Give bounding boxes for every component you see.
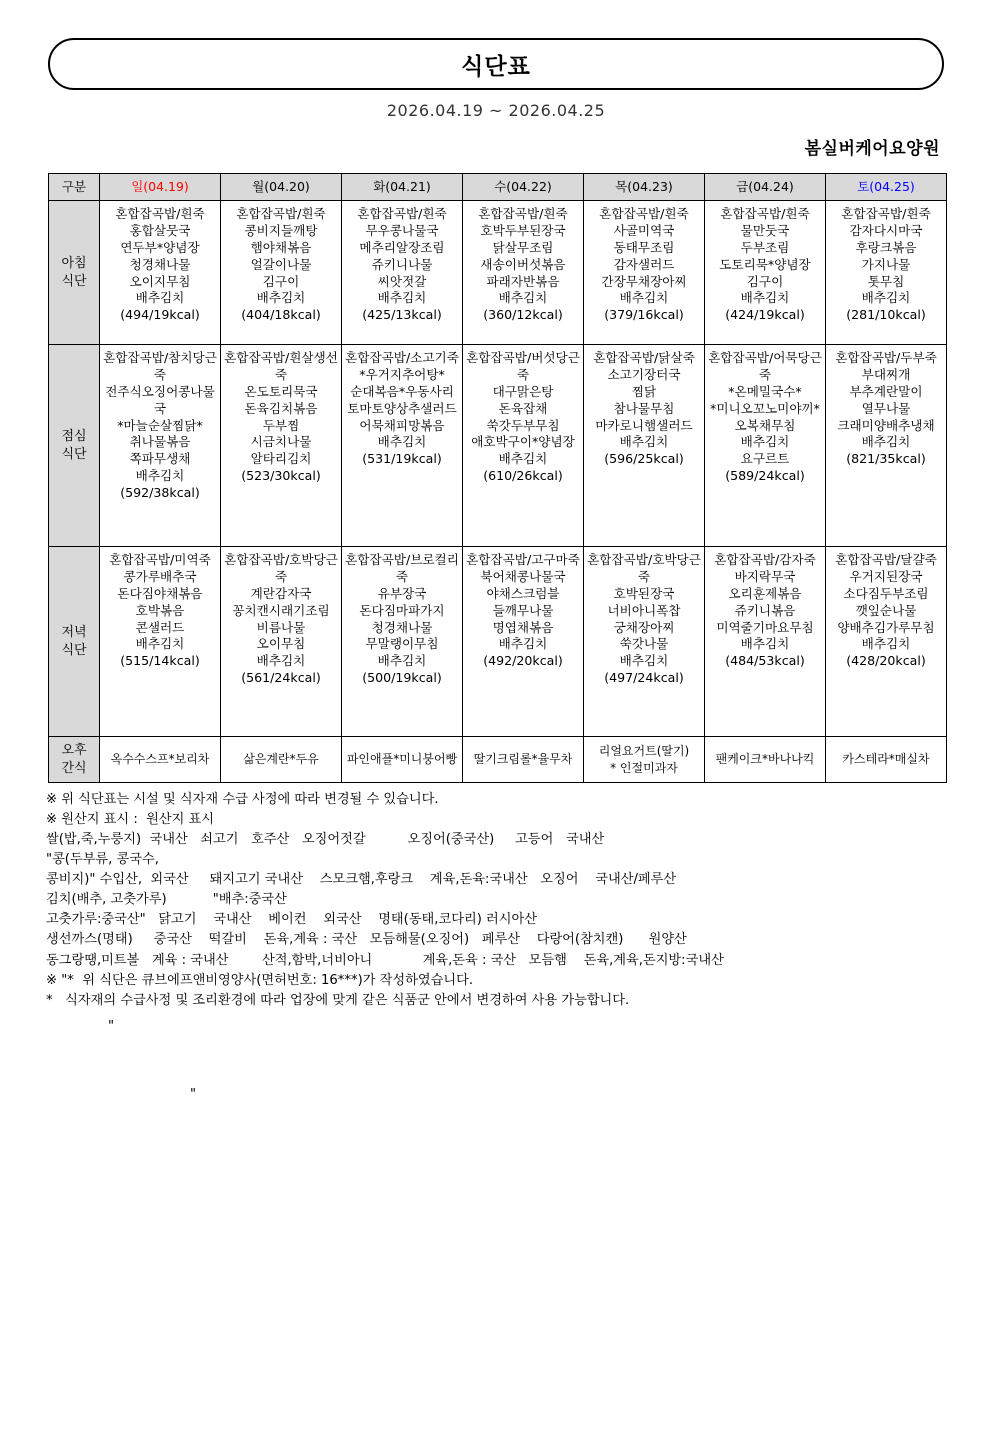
row-label-snack: 오후 간식 — [49, 737, 100, 783]
page-title: 식단표 — [461, 53, 531, 80]
menu-item: 배추김치 — [377, 434, 427, 450]
menu-cell-snack-0 — [100, 737, 221, 783]
menu-item: 혼합잡곡밥/브로컬리죽 — [345, 552, 459, 584]
menu-item: 혼합잡곡밥/미역죽 — [109, 552, 211, 567]
menu-item: 콘샐러드 — [135, 619, 185, 635]
menu-item: 배추김치 — [619, 653, 669, 669]
menu-item: 요구르트 — [740, 451, 790, 467]
menu-item: 돈육김치볶음 — [244, 400, 318, 416]
menu-item: 청경채나물 — [129, 256, 191, 272]
menu-item: (360/12kcal) — [483, 307, 563, 323]
day-header-2: 화(04.21) — [342, 174, 463, 201]
day-header-1: 월(04.20) — [221, 174, 342, 201]
menu-item: *우거지추어탕* — [359, 366, 445, 382]
menu-item: (589/24kcal) — [725, 468, 805, 484]
menu-item: 혼합잡곡밥/참치당근죽 — [103, 350, 217, 382]
menu-item: 혼합잡곡밥/고구마죽 — [466, 552, 580, 567]
menu-item: 양배추김가루무침 — [837, 619, 935, 635]
menu-item: 미역줄기마요무침 — [716, 619, 814, 635]
menu-item: 배추김치 — [498, 290, 548, 306]
stray-quote-2: " — [190, 1086, 197, 1102]
menu-item: 애호박구이*양념장 — [471, 434, 575, 450]
note-line-7: 생선까스(명태) 중국산 떡갈비 돈육,계육 : 국산 모듬해물(오징어) 페루산 다랑어(참치캔) 원양산 — [46, 932, 687, 948]
menu-item: 오이지무침 — [129, 273, 191, 289]
menu-item: 오리훈제볶음 — [728, 585, 802, 601]
menu-item: (484/53kcal) — [725, 653, 805, 669]
menu-item: 부대찌개 — [861, 366, 911, 382]
menu-item: *미니오꼬노미야끼* — [710, 400, 820, 416]
day-header-5: 금(04.24) — [705, 174, 826, 201]
menu-cell-breakfast-1 — [221, 201, 342, 345]
note-line-3: "콩(두부류, 콩국수, — [46, 852, 159, 868]
menu-item: 콩가루배추국 — [123, 568, 197, 584]
menu-item: (497/24kcal) — [604, 670, 684, 686]
menu-item: 톳무침 — [867, 273, 905, 289]
menu-item: 쥬키니나물 — [371, 256, 433, 272]
menu-item: 전주식오징어콩나물국 — [105, 383, 215, 416]
menu-cell-breakfast-0 — [100, 201, 221, 345]
menu-item: 배추김치 — [498, 451, 548, 467]
menu-cell-lunch-3 — [463, 345, 584, 547]
menu-item: 깻잎순나물 — [855, 602, 917, 618]
menu-item: (500/19kcal) — [362, 670, 442, 686]
menu-item: 우거지된장국 — [849, 568, 923, 584]
menu-cell-snack-3 — [463, 737, 584, 783]
menu-item: 계란감자국 — [250, 585, 312, 601]
menu-item: 배추김치 — [740, 636, 790, 652]
menu-item: 카스테라*매실차 — [842, 752, 930, 767]
row-label-dinner: 저녁 식단 — [49, 547, 100, 737]
menu-cell-lunch-1 — [221, 345, 342, 547]
menu-item: 배추김치 — [861, 636, 911, 652]
day-header-4: 목(04.23) — [584, 174, 705, 201]
facility-name: 봄실버케어요양원 — [804, 139, 940, 159]
menu-cell-dinner-2 — [342, 547, 463, 737]
menu-cell-breakfast-4 — [584, 201, 705, 345]
menu-item: 소고기장터국 — [607, 366, 681, 382]
menu-item: 돈육잡채 — [498, 400, 548, 416]
menu-item: 얼갈이나물 — [250, 256, 312, 272]
date-range: 2026.04.19 ~ 2026.04.25 — [386, 101, 606, 120]
menu-item: 꽁치캔시래기조림 — [232, 602, 330, 618]
menu-item: 혼합잡곡밥/닭살죽 — [593, 350, 695, 365]
note-line-10: * 식자재의 수급사정 및 조리환경에 따라 업장에 맞게 같은 식품군 안에서 변경하여 사용 가능합니다. — [46, 992, 630, 1008]
menu-item: (424/19kcal) — [725, 307, 805, 323]
menu-item: 비름나물 — [256, 619, 306, 635]
weekly-menu-table — [48, 173, 947, 783]
menu-item: 바지락무국 — [734, 568, 796, 584]
menu-item: 온도토리묵국 — [244, 383, 318, 399]
table-header-row — [49, 174, 947, 201]
menu-item: 배추김치 — [861, 434, 911, 450]
menu-item: 혼합잡곡밥/호박당근죽 — [224, 552, 338, 584]
menu-item: 혼합잡곡밥/소고기죽 — [345, 350, 459, 365]
menu-item: 배추김치 — [135, 468, 185, 484]
menu-item: 씨앗젓갈 — [377, 273, 427, 289]
menu-cell-dinner-1 — [221, 547, 342, 737]
menu-item: 혼합잡곡밥/달걀죽 — [835, 552, 937, 567]
menu-item: 시금치나물 — [250, 434, 312, 450]
table-body — [49, 201, 947, 783]
menu-item: 김구이 — [746, 273, 784, 289]
menu-item: (531/19kcal) — [362, 451, 442, 467]
menu-item: 호박두부된장국 — [480, 222, 566, 238]
menu-item: 배추김치 — [135, 290, 185, 306]
menu-item: (515/14kcal) — [120, 653, 200, 669]
menu-item: 열무나물 — [861, 400, 911, 416]
menu-cell-lunch-2 — [342, 345, 463, 547]
menu-item: 후랑크볶음 — [855, 239, 917, 255]
menu-item: 북어채콩나물국 — [480, 568, 566, 584]
menu-item: (404/18kcal) — [241, 307, 321, 323]
menu-item: 명엽채볶음 — [492, 619, 554, 635]
menu-item: 호박된장국 — [613, 585, 675, 601]
menu-item: 간장무채장아찌 — [601, 273, 687, 289]
menu-cell-dinner-6 — [826, 547, 947, 737]
menu-item: 두부찜 — [262, 417, 300, 433]
menu-cell-lunch-6 — [826, 345, 947, 547]
menu-item: 무말랭이무침 — [365, 636, 439, 652]
meal-row-dinner — [49, 547, 947, 737]
menu-item: (428/20kcal) — [846, 653, 926, 669]
menu-cell-snack-4 — [584, 737, 705, 783]
menu-item: 혼합잡곡밥/흰죽 — [115, 206, 205, 221]
menu-item: 쑥갓나물 — [619, 636, 669, 652]
note-line-4: 콩비지)" 수입산, 외국산 돼지고기 국내산 스모크햄,후랑크 계육,돈육:국내산 오징어 국내산/페루산 — [46, 872, 677, 888]
menu-item: (379/16kcal) — [604, 307, 684, 323]
menu-item: 혼합잡곡밥/어묵당근죽 — [708, 350, 822, 382]
note-line-8: 동그랑땡,미트볼 계육 : 국내산 산적,함박,너비아니 계육,돈육 : 국산 모듬햄 돈육,계육,돈지방:국내산 — [46, 952, 724, 968]
menu-item: 콩비지들깨탕 — [244, 222, 318, 238]
menu-item: 물만둣국 — [740, 222, 790, 238]
menu-item: 배추김치 — [619, 290, 669, 306]
menu-item: (523/30kcal) — [241, 468, 321, 484]
menu-item: 돈다짐마파가지 — [359, 602, 445, 618]
menu-item: 옥수수스프*보리차 — [110, 752, 210, 767]
menu-item: 찜닭 — [631, 383, 657, 399]
note-line-0: ※ 위 식단표는 시설 및 식자재 수급 사정에 따라 변경될 수 있습니다. — [46, 792, 439, 807]
menu-item: (494/19kcal) — [120, 307, 200, 323]
menu-item: 메추리알장조림 — [359, 239, 445, 255]
note-line-6: 고춧가루:중국산" 닭고기 국내산 베이컨 외국산 명태(동태,코다리) 러시아산 — [46, 912, 538, 928]
menu-item: 유부장국 — [377, 585, 427, 601]
menu-item: 배추김치 — [135, 636, 185, 652]
menu-item: 궁채장아찌 — [613, 619, 675, 635]
menu-item: 배추김치 — [740, 434, 790, 450]
footer-notes — [46, 790, 966, 1011]
menu-item: 혼합잡곡밥/흰죽 — [841, 206, 931, 221]
menu-cell-breakfast-2 — [342, 201, 463, 345]
menu-item: 혼합잡곡밥/호박당근죽 — [587, 552, 701, 584]
menu-item: 어묵채피망볶음 — [359, 417, 445, 433]
menu-cell-snack-1 — [221, 737, 342, 783]
menu-item: * 인절미과자 — [610, 760, 678, 775]
menu-item: (610/26kcal) — [483, 468, 563, 484]
row-label-lunch: 점심 식단 — [49, 345, 100, 547]
menu-item: 사골미역국 — [613, 222, 675, 238]
stray-quote-1: " — [108, 1018, 115, 1034]
menu-item: 딸기크림롤*율무차 — [473, 752, 573, 767]
menu-item: 토마토양상추샐러드 — [347, 400, 457, 416]
note-line-1: ※ 원산지 표시 : 원산지 표시 — [46, 812, 215, 828]
meal-row-snack — [49, 737, 947, 783]
menu-item: 홍합살뭇국 — [129, 222, 191, 238]
menu-item: 두부조림 — [740, 239, 790, 255]
row-label-breakfast: 아침 식단 — [49, 201, 100, 345]
menu-item: (592/38kcal) — [120, 485, 200, 500]
day-header-0: 일(04.19) — [100, 174, 221, 201]
menu-item: 혼합잡곡밥/흰죽 — [357, 206, 447, 221]
note-line-2: 쌀(밥,죽,누룽지) 국내산 쇠고기 호주산 오징어젓갈 오징어(중국산) 고등어 국내산 — [46, 832, 605, 848]
menu-item: 혼합잡곡밥/흰살생선죽 — [224, 350, 338, 382]
menu-item: 쥬키니볶음 — [734, 602, 796, 618]
menu-item: 순대복음*우동사리 — [350, 383, 454, 399]
menu-item: 쑥갓두부무침 — [486, 417, 560, 433]
menu-item: 새송이버섯볶음 — [480, 256, 566, 272]
menu-item: 리얼요거트(딸기) — [598, 744, 690, 759]
menu-item: 혼합잡곡밥/흰죽 — [599, 206, 689, 221]
menu-item: 연두부*양념장 — [120, 239, 200, 255]
menu-item: 닭살무조림 — [492, 239, 554, 255]
menu-item: 혼합잡곡밥/버섯당근죽 — [466, 350, 580, 382]
menu-item: 취나물볶음 — [129, 434, 191, 450]
menu-item: 청경채나물 — [371, 619, 433, 635]
menu-cell-breakfast-6 — [826, 201, 947, 345]
corner-label: 구분 — [49, 174, 100, 201]
menu-item: 너비아니폭찹 — [607, 602, 681, 618]
menu-item: 들깨무나물 — [492, 602, 554, 618]
meal-row-lunch — [49, 345, 947, 547]
menu-item: 파인애플*미니붕어빵 — [346, 752, 458, 767]
menu-cell-snack-6 — [826, 737, 947, 783]
menu-item: 마카로니햄샐러드 — [595, 417, 693, 433]
day-header-6: 토(04.25) — [826, 174, 947, 201]
menu-item: 배추김치 — [740, 290, 790, 306]
menu-cell-lunch-5 — [705, 345, 826, 547]
menu-cell-dinner-3 — [463, 547, 584, 737]
menu-item: 크래미양배추냉채 — [837, 417, 935, 433]
menu-cell-lunch-4 — [584, 345, 705, 547]
title-banner — [48, 38, 944, 90]
menu-item: (425/13kcal) — [362, 307, 442, 323]
meal-row-breakfast — [49, 201, 947, 345]
menu-cell-dinner-0 — [100, 547, 221, 737]
menu-item: 팬케이크*바나나킥 — [715, 752, 815, 767]
menu-item: 알타리김치 — [250, 451, 312, 467]
menu-cell-breakfast-3 — [463, 201, 584, 345]
day-header-3: 수(04.22) — [463, 174, 584, 201]
menu-item: 파래자반볶음 — [486, 273, 560, 289]
menu-item: 배추김치 — [256, 290, 306, 306]
menu-item: 동태무조림 — [613, 239, 675, 255]
menu-item: 오이무침 — [256, 636, 306, 652]
menu-cell-dinner-5 — [705, 547, 826, 737]
menu-item: *온메밀국수* — [728, 383, 802, 399]
menu-item: 부추계란말이 — [849, 383, 923, 399]
menu-cell-breakfast-5 — [705, 201, 826, 345]
menu-item: 혼합잡곡밥/두부죽 — [835, 350, 937, 365]
menu-item: 참나물무침 — [613, 400, 675, 416]
menu-item: 혼합잡곡밥/흰죽 — [720, 206, 810, 221]
menu-item: (492/20kcal) — [483, 653, 563, 669]
menu-item: 돈다짐야채볶음 — [117, 585, 203, 601]
menu-item: 소다짐두부조림 — [843, 585, 929, 601]
menu-item: 배추김치 — [619, 434, 669, 450]
menu-item: 배추김치 — [377, 290, 427, 306]
menu-item: 오복채무침 — [734, 417, 796, 433]
menu-item: 감자샐러드 — [613, 256, 675, 272]
menu-item: 배추김치 — [498, 636, 548, 652]
menu-item: 배추김치 — [377, 653, 427, 669]
menu-item: (561/24kcal) — [241, 670, 321, 686]
note-line-5: 김치(배추, 고춧가루) "배추:중국산 — [46, 892, 287, 908]
menu-cell-snack-5 — [705, 737, 826, 783]
menu-item: 호박볶음 — [135, 602, 185, 618]
menu-item: 김구이 — [262, 273, 300, 289]
menu-item: *마늘순살찜닭* — [117, 417, 203, 433]
menu-item: 혼합잡곡밥/흰죽 — [478, 206, 568, 221]
menu-item: 쪽파무생채 — [129, 451, 191, 467]
menu-item: 혼합잡곡밥/흰죽 — [236, 206, 326, 221]
note-line-9: ※ "* 위 식단은 큐브에프앤비영양사(면허번호: 16***)가 작성하였습니다. — [46, 972, 474, 988]
menu-item: 야채스크럼블 — [486, 585, 560, 601]
menu-cell-dinner-4 — [584, 547, 705, 737]
menu-item: 감자다시마국 — [849, 222, 923, 238]
menu-cell-snack-2 — [342, 737, 463, 783]
menu-cell-lunch-0 — [100, 345, 221, 547]
menu-item: (821/35kcal) — [846, 451, 926, 467]
menu-item: (281/10kcal) — [846, 307, 926, 323]
menu-item: 배추김치 — [256, 653, 306, 669]
menu-item: 배추김치 — [861, 290, 911, 306]
menu-item: 햄야채볶음 — [250, 239, 312, 255]
menu-item: 가지나물 — [861, 256, 911, 272]
menu-item: 혼합잡곡밥/감자죽 — [714, 552, 816, 567]
menu-item: 무우콩나물국 — [365, 222, 439, 238]
menu-item: (596/25kcal) — [604, 451, 684, 467]
meal-plan-page — [0, 38, 992, 1441]
menu-item: 도토리묵*양념장 — [719, 256, 811, 272]
menu-item: 대구맑은탕 — [492, 383, 554, 399]
menu-item: 삶은계란*두유 — [243, 752, 319, 767]
